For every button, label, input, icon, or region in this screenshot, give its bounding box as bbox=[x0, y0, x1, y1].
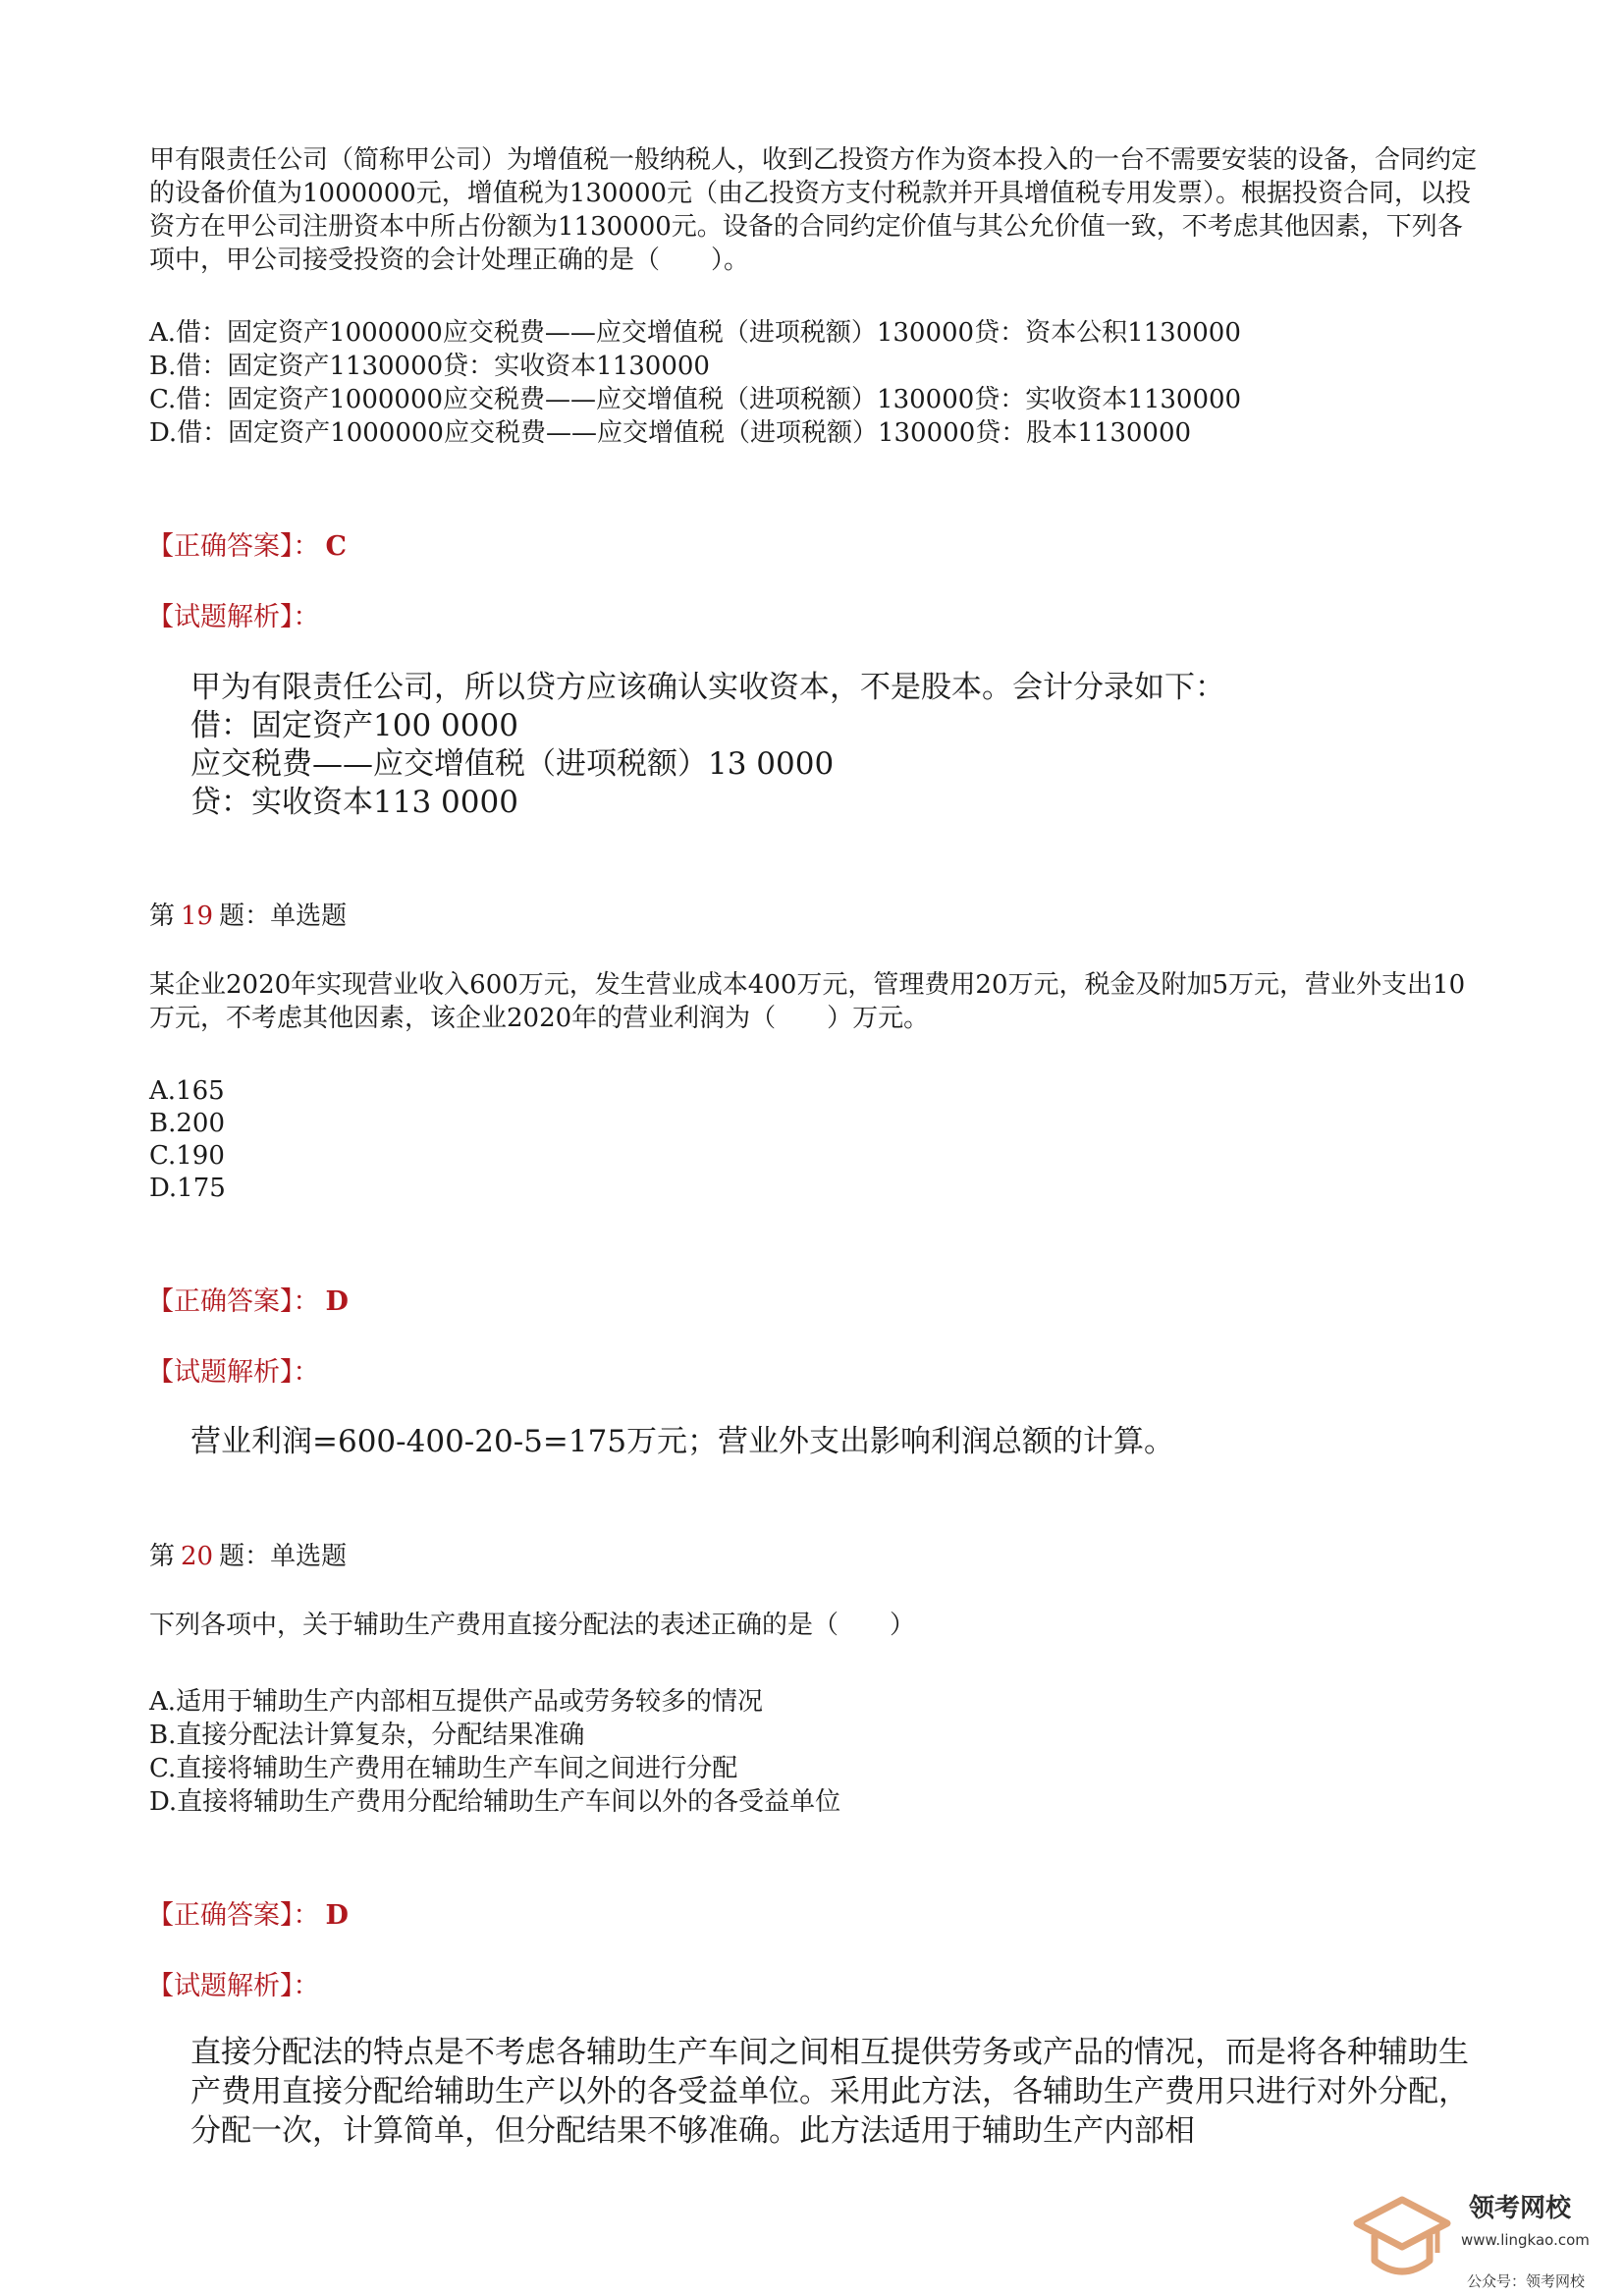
answer-value: D bbox=[325, 1900, 349, 1931]
question-number bbox=[149, 896, 347, 932]
option-b: B.直接分配法计算复杂，分配结果准确 bbox=[149, 1721, 585, 1750]
analysis-label: 【试题解析】： bbox=[147, 1971, 320, 2001]
answer-label: 【正确答案】： bbox=[147, 1286, 320, 1317]
answer-line bbox=[147, 524, 347, 563]
analysis-label: 【试题解析】： bbox=[147, 1357, 320, 1388]
option-c: C.190 bbox=[149, 1141, 225, 1171]
analysis-line: 应交税费——应交增值税（进项税额）13 0000 bbox=[190, 746, 835, 782]
question-type: 题：单选题 bbox=[219, 1542, 348, 1571]
question-index: 20 bbox=[181, 1542, 214, 1571]
question-index: 19 bbox=[181, 902, 214, 931]
question-stem: 下列各项中，关于辅助生产费用直接分配法的表述正确的是（ ） bbox=[149, 1611, 916, 1640]
answer-value: D bbox=[325, 1286, 349, 1317]
option-c: C.借：固定资产1000000应交税费——应交增值税（进项税额）130000贷：实收资本1130000 bbox=[149, 385, 1242, 414]
analysis-line: 营业利润=600-400-20-5=175万元；营业外支出影响利润总额的计算。 bbox=[190, 1424, 1175, 1459]
answer-label: 【正确答案】： bbox=[147, 531, 320, 562]
answer-label: 【正确答案】： bbox=[147, 1900, 320, 1931]
option-a: A.适用于辅助生产内部相互提供产品或劳务较多的情况 bbox=[149, 1687, 764, 1717]
question-prefix: 第 bbox=[149, 1542, 176, 1571]
answer-value: C bbox=[325, 531, 347, 562]
answer-line bbox=[147, 1893, 349, 1932]
watermark-logo bbox=[1353, 2188, 1603, 2296]
option-c: C.直接将辅助生产费用在辅助生产车间之间进行分配 bbox=[149, 1754, 738, 1783]
question-type: 题：单选题 bbox=[219, 902, 348, 931]
watermark-name: 领考网校 bbox=[1469, 2194, 1572, 2223]
analysis-paragraph: 直接分配法的特点是不考虑各辅助生产车间之间相互提供劳务或产品的情况，而是将各种辅助生产费用直接分配给辅助生产以外的各受益单位。采用此方法，各辅助生产费用只进行对外分配，分配一次，计算简单，但分配结果不够准确。此方法适用于辅助生产内部相 bbox=[190, 2035, 1469, 2149]
question-stem: 某企业2020年实现营业收入600万元，发生营业成本400万元，管理费用20万元，税金及附加5万元，营业外支出10万元，不考虑其他因素，该企业2020年的营业利润为（ ）万元。 bbox=[149, 970, 1466, 1033]
question-stem: 甲有限责任公司（简称甲公司）为增值税一般纳税人，收到乙投资方作为资本投入的一台不需要安装的设备，合同约定的设备价值为1000000元，增值税为130000元（由乙投资方支付税款并开具增值税专用发票）。根据投资合同，以投资方在甲公司注册资本中所占份额为1130000元。设备的合同约定价值与其公允价值一致，不考虑其他因素，下列各项中，甲公司接受投资的会计处理正确的是（ ）。 bbox=[149, 145, 1478, 275]
option-b: B.200 bbox=[149, 1109, 225, 1138]
watermark-wechat: 公众号：领考网校 bbox=[1467, 2272, 1586, 2290]
analysis-line: 借：固定资产100 0000 bbox=[190, 708, 518, 743]
question-number bbox=[149, 1536, 347, 1572]
analysis-line: 甲为有限责任公司，所以贷方应该确认实收资本，不是股本。会计分录如下： bbox=[190, 670, 1225, 705]
answer-line bbox=[147, 1280, 349, 1318]
analysis-line: 贷：实收资本113 0000 bbox=[190, 785, 518, 820]
option-d: D.直接将辅助生产费用分配给辅助生产车间以外的各受益单位 bbox=[149, 1787, 841, 1817]
watermark-url: www.lingkao.com bbox=[1461, 2231, 1590, 2249]
analysis-label: 【试题解析】： bbox=[147, 602, 320, 632]
graduation-cap-icon bbox=[1353, 2194, 1451, 2288]
option-d: D.借：固定资产1000000应交税费——应交增值税（进项税额）130000贷：股本1130000 bbox=[149, 418, 1192, 448]
option-d: D.175 bbox=[149, 1174, 226, 1203]
option-b: B.借：固定资产1130000贷：实收资本1130000 bbox=[149, 352, 710, 381]
question-prefix: 第 bbox=[149, 902, 176, 931]
option-a: A.借：固定资产1000000应交税费——应交增值税（进项税额）130000贷：资本公积1130000 bbox=[149, 318, 1241, 348]
option-a: A.165 bbox=[149, 1076, 225, 1106]
